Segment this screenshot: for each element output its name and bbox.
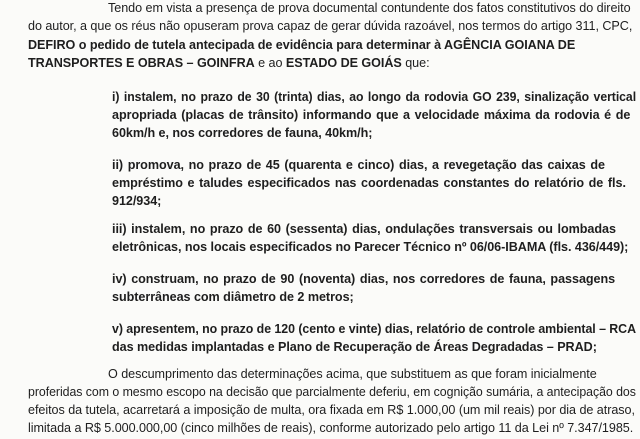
intro-line-2: do autor, a que os réus não opuseram prova capaz de gerar dúvida razoável, nos termos do artigo 311, CPC,: [28, 19, 633, 33]
intro-estado: ESTADO DE GOIÁS: [285, 56, 402, 70]
intro-goinfra: TRANSPORTES E OBRAS – GOINFRA: [28, 56, 255, 70]
item5-line-1: v) apresentem, no prazo de 120 (cento e vinte) dias, relatório de controle ambiental – RCA: [112, 322, 636, 336]
closing-line-4: limitada a R$ 5.000.000,00 (cinco milhões de reais), conforme autorizado pelo artigo 11 da Lei nº 7.347/1985.: [28, 421, 634, 435]
item2-line-2: empréstimo e taludes especificados nas coordenadas constantes do relatório de fls.: [112, 176, 626, 190]
item2-line-3: 912/934;: [112, 194, 162, 208]
closing-line-3: efeitos da tutela, acarretará a imposição de multa, ora fixada em R$ 1.000,00 (um mil reais) por dia de atraso,: [28, 403, 635, 417]
item4-line-2: subterrâneas com diâmetro de 2 metros;: [112, 290, 354, 304]
intro-line-3: DEFIRO o pedido de tutela antecipada de evidência para determinar à AGÊNCIA GOIANA DE: [28, 38, 576, 52]
item3-line-2: eletrônicas, nos locais especificados no Parecer Técnico nº 06/06-IBAMA (fls. 436/449);: [112, 240, 629, 254]
item1-line-2: apropriada (placas de trânsito) informando que a velocidade máxima da rodovia é de: [112, 108, 631, 122]
intro-conjunction: e ao: [254, 56, 286, 70]
item2-line-1: ii) promova, no prazo de 45 (quarenta e cinco) dias, a revegetação das caixas de: [112, 158, 605, 172]
item5-line-2: das medidas implantadas e Plano de Recuperação de Áreas Degradadas – PRAD;: [112, 340, 597, 354]
item1-line-3: 60km/h e, nos corredores de fauna, 40km/h;: [112, 126, 373, 140]
closing-line-2: proferidas com o mesmo escopo na decisão que parcialmente deferiu, em cognição sumária, a antecipação dos: [28, 385, 636, 399]
item4-line-1: iv) construam, no prazo de 90 (noventa) dias, nos corredores de fauna, passagens: [112, 272, 616, 286]
item1-line-1: i) instalem, no prazo de 30 (trinta) dias, ao longo da rodovia GO 239, sinalização vertical: [112, 90, 637, 104]
intro-line-1: Tendo em vista a presença de prova documental contundente dos fatos constitutivos do direito: [108, 1, 631, 15]
item3-line-1: iii) instalem, no prazo de 60 (sessenta) dias, ondulações transversais ou lombadas: [112, 222, 616, 236]
intro-line-4: [28, 56, 430, 71]
intro-que: que:: [401, 56, 430, 70]
closing-line-1: O descumprimento das determinações acima, que substituem as que foram inicialmente: [108, 367, 597, 381]
